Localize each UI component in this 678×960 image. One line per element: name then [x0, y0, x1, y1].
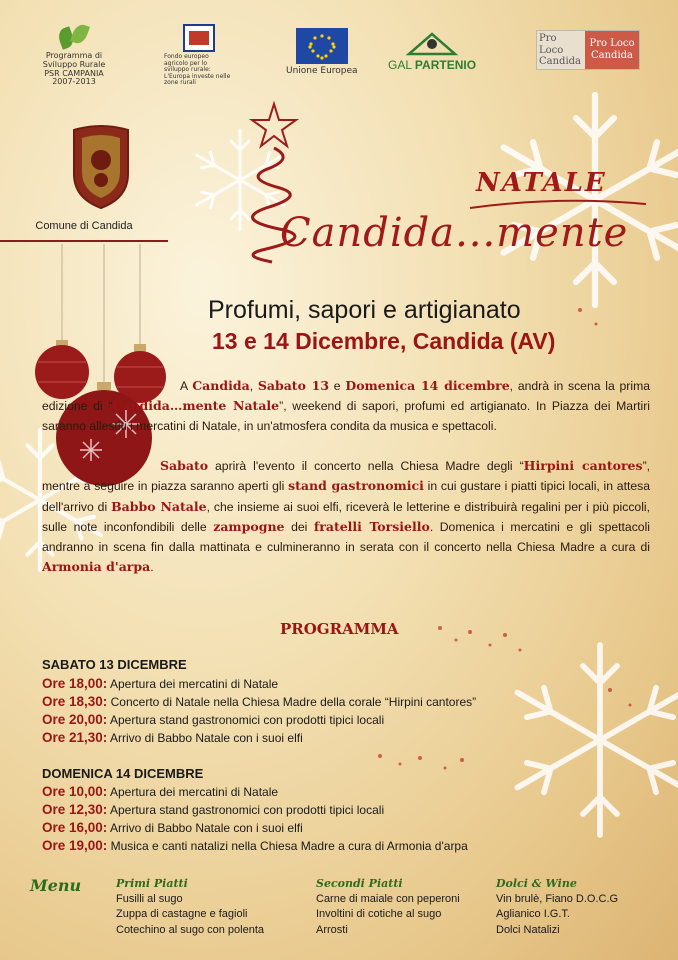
pro-loco-left: Pro Loco Candida: [537, 31, 585, 69]
event-item: [42, 784, 278, 799]
body-text: dei: [284, 520, 314, 535]
body-text: A: [180, 379, 193, 393]
event-time: Ore 20,00:: [42, 712, 108, 727]
event-desc: Concerto di Natale nella Chiesa Madre della corale “Hirpini cantores”: [110, 695, 477, 709]
comune-label: Comune di Candida: [35, 220, 133, 232]
menu-column-dolci: [496, 876, 618, 938]
body-text: ”, weekend di sapori, profumi ed artigianato. In Piazza dei Martiri saranno allestiti i mercatini di Natale, in un'atmosfera condita da musica e spettacoli.: [42, 399, 650, 433]
event-item: [42, 676, 278, 691]
body-text: in cui gustare i piatti tipici locali, in attesa dell'arrivo di: [42, 479, 650, 514]
natale-heading: NATALE: [476, 168, 607, 198]
mountain-logo-icon: [405, 30, 459, 56]
highlight-text: Armonia d'arpa: [42, 559, 151, 575]
menu-item: Aglianico I.G.T.: [496, 908, 570, 920]
psr-campania-logo: [34, 24, 114, 87]
eu-flag-icon: [296, 28, 348, 64]
event-desc: Apertura dei mercatini di Natale: [109, 677, 279, 691]
event-desc: Apertura stand gastronomici con prodotti tipici locali: [109, 803, 385, 817]
body-text: , che insieme ai suoi elfi, riceverà le letterine e distribuirà regalini per i più piccoli, sulle note inconfondibili delle: [42, 499, 651, 535]
event-time: Ore 10,00:: [42, 784, 108, 799]
event-time: Ore 12,30:: [42, 802, 108, 817]
event-desc: Musica e canti natalizi nella Chiesa Madre a cura di Armonia d'arpa: [110, 839, 468, 853]
day-heading: DOMENICA 14 DICEMBRE: [42, 766, 204, 781]
highlight-text: Domenica 14 dicembre: [345, 378, 510, 393]
menu-column-primi: [116, 876, 264, 938]
highlight-text: zampogne: [213, 519, 285, 535]
menu-item: Vin brulè, Fiano D.O.C.G: [496, 892, 619, 905]
event-desc: Apertura dei mercatini di Natale: [109, 785, 279, 799]
menu-item: Zuppa di castagne e fagioli: [116, 908, 248, 920]
eu-caption: Unione Europea: [286, 66, 358, 76]
event-item: [42, 730, 303, 745]
body-text: aprirà l'evento il concerto nella Chiesa Madre degli “: [208, 459, 524, 473]
event-time: Ore 18,00:: [42, 676, 108, 691]
day-heading: SABATO 13 DICEMBRE: [42, 657, 187, 672]
event-date: 13 e 14 Dicembre, Candida (AV): [212, 328, 556, 354]
event-item: [42, 838, 468, 853]
menu-column-heading: Primi Piatti: [116, 877, 188, 890]
menu-item: Dolci Natalizi: [496, 923, 560, 936]
event-desc: Arrivo di Babbo Natale con i suoi elfi: [109, 821, 303, 835]
body-text: e: [329, 379, 346, 393]
highlight-text: Sabato: [160, 458, 209, 473]
psr-caption: Programma di Sviluppo Rurale PSR CAMPANIA 2007-2013: [42, 51, 106, 87]
event-item: [42, 694, 476, 709]
body-text: , andrà in scena la prima edizione di “: [42, 379, 650, 414]
event-item: [42, 820, 303, 835]
menu-column-heading: Dolci & Wine: [496, 877, 577, 890]
coat-of-arms-icon: [66, 124, 136, 210]
menu-item: Involtini di cotiche al sugo: [316, 908, 442, 920]
highlight-text: Babbo Natale: [111, 498, 207, 514]
body-text: ”, mentre a seguire in piazza saranno aperti gli: [42, 459, 651, 494]
menu-column-heading: Secondi Piatti: [316, 877, 403, 890]
leaf-logo-icon: [57, 24, 91, 50]
event-title: Candida...mente: [280, 210, 629, 256]
intro-paragraph-1: [42, 376, 650, 436]
body-text: ,: [249, 379, 258, 393]
menu-item: Fusilli al sugo: [116, 892, 183, 905]
body-text: . Domenica i mercatini e gli spettacoli andranno in scena fin dalla mattinata e culmineranno in serata con il concerto nella Chiesa Madre a cura di: [42, 520, 650, 554]
highlight-text: Candida…mente Natale: [112, 398, 280, 414]
divider: [0, 240, 168, 242]
event-item: [42, 712, 384, 727]
campania-emblem-icon: [183, 24, 215, 52]
menu-item: Cotechino al sugo con polenta: [116, 923, 264, 936]
highlight-text: Candida: [192, 378, 250, 393]
programma-heading: PROGRAMMA: [280, 620, 399, 638]
event-time: Ore 21,30:: [42, 730, 108, 745]
menu-heading: Menu: [30, 876, 82, 895]
event-item: [42, 802, 384, 817]
highlight-text: Hirpini cantores: [523, 458, 643, 473]
eu-logo: [286, 28, 358, 77]
pro-loco-logo: [536, 30, 640, 70]
highlight-text: Sabato 13: [257, 378, 330, 393]
event-subtitle: Profumi, sapori e artigianato: [208, 296, 521, 324]
highlight-text: stand gastronomici: [288, 478, 424, 494]
pro-loco-right: Pro Loco Candida: [585, 31, 639, 69]
menu-item: Carne di maiale con peperoni: [316, 892, 460, 905]
gal-partenio-logo: [388, 30, 476, 72]
menu-column-secondi: [316, 876, 460, 938]
gal-prefix: GAL: [388, 58, 412, 72]
feasr-caption: Fondo europeo agricolo per lo sviluppo rurale: L'Europa investe nelle zone rurali: [164, 53, 231, 87]
event-time: Ore 16,00:: [42, 820, 108, 835]
event-desc: Apertura stand gastronomici con prodotti tipici locali: [109, 713, 385, 727]
event-time: Ore 19,00:: [42, 838, 108, 853]
event-desc: Arrivo di Babbo Natale con i suoi elfi: [109, 731, 303, 745]
menu-item: Arrosti: [316, 923, 348, 936]
gal-name: PARTENIO: [414, 58, 477, 72]
feasr-logo: [164, 24, 234, 87]
intro-paragraph-2: [42, 456, 650, 577]
highlight-text: fratelli Torsiello: [313, 519, 430, 535]
body-text: .: [150, 560, 154, 575]
event-time: Ore 18,30:: [42, 694, 108, 709]
snowflake-icon: [517, 645, 678, 835]
